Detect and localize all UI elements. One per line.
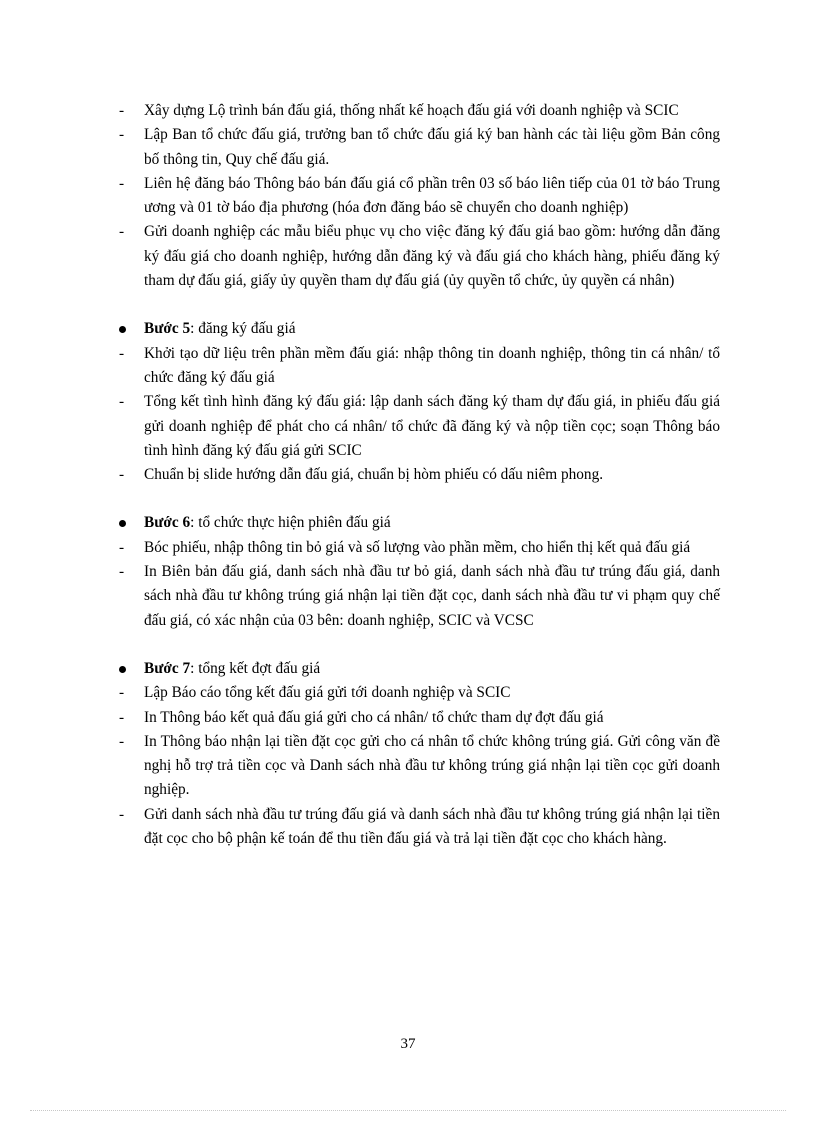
step7-heading [117, 657, 720, 681]
bullet-icon [119, 666, 126, 673]
dash-marker: - [119, 805, 125, 823]
dash-marker: - [119, 223, 125, 241]
dash-marker: - [119, 466, 125, 484]
list-item [117, 172, 720, 221]
list-item-text: Gửi danh sách nhà đầu tư trúng đấu giá và danh sách nhà đầu tư không trúng giá nhận lại tiền đặt cọc cho bộ phận kế toán để thu tiền đấu giá và trả lại tiền đặt cọc cho khách hàng. [144, 805, 720, 848]
bullet-icon [119, 326, 126, 333]
intro-list [117, 99, 720, 293]
list-item-text: Lập Ban tổ chức đấu giá, trưởng ban tổ chức đấu giá ký ban hành các tài liệu gồm Bản công bố thông tin, Quy chế đấu giá. [144, 126, 720, 168]
step7-title: : tổng kết đợt đấu giá [190, 659, 321, 677]
list-item-text: In Biên bản đấu giá, danh sách nhà đầu tư bỏ giá, danh sách nhà đầu tư trúng đấu giá, danh sách nhà đầu tư không trúng giá nhận lại tiền đặt cọc, danh sách nhà đầu tư vi phạm quy chế đấu giá, có xác nhận của 03 bên: doanh nghiệp, SCIC và VCSC [144, 563, 720, 629]
step6-label: Bước 6 [144, 514, 191, 532]
step7-label: Bước 7 [144, 659, 191, 677]
dash-marker: - [119, 393, 125, 411]
dash-marker: - [119, 684, 125, 702]
list-item [117, 123, 720, 172]
list-item-text: Gửi doanh nghiệp các mẫu biểu phục vụ cho việc đăng ký đấu giá bao gồm: hướng dẫn đăng ký đấu giá cho doanh nghiệp, hướng dẫn đăng ký và đấu giá cho khách hàng, phiếu đăng ký tham dự đấu giá, giấy ủy quyền tham dự đấu giá (ủy quyền tổ chức, ủy quyền cá nhân) [144, 223, 720, 290]
dash-marker: - [119, 174, 125, 192]
page-number: 37 [400, 1036, 416, 1052]
dash-marker: - [119, 344, 125, 362]
list-item [117, 730, 720, 803]
list-item-text: Tổng kết tình hình đăng ký đấu giá: lập danh sách đăng ký tham dự đấu giá, in phiếu đấu giá gửi doanh nghiệp để phát cho cá nhân/ tổ chức đã đăng ký và nộp tiền cọc; soạn Thông báo tình hình đăng ký đấu giá gửi SCIC [144, 393, 720, 459]
step5-heading [117, 317, 720, 341]
list-item [117, 342, 720, 391]
dash-marker: - [119, 732, 125, 750]
dash-marker: - [119, 102, 125, 119]
list-item-text: Liên hệ đăng báo Thông báo bán đấu giá cổ phần trên 03 số báo liên tiếp của 01 tờ báo Trung ương và 01 tờ báo địa phương (hóa đơn đăng báo sẽ chuyển cho doanh nghiệp) [144, 174, 720, 217]
list-item [117, 463, 720, 487]
list-item-text: Chuẩn bị slide hướng dẫn đấu giá, chuẩn bị hòm phiếu có dấu niêm phong. [144, 466, 604, 484]
step6-list [117, 536, 720, 633]
list-item-text: Khởi tạo dữ liệu trên phần mềm đấu giá: nhập thông tin doanh nghiệp, thông tin cá nhân/ tổ chức đăng ký đấu giá [144, 344, 720, 386]
list-item-text: In Thông báo nhận lại tiền đặt cọc gửi cho cá nhân tổ chức không trúng giá. Gửi công văn đề nghị hỗ trợ trả tiền cọc và Danh sách nhà đầu tư không trúng giá nhận lại tiền cọc gửi doanh nghiệp. [144, 732, 720, 799]
step7-list [117, 681, 720, 851]
step5-title: : đăng ký đấu giá [190, 320, 296, 338]
step6-heading [117, 511, 720, 535]
list-item [117, 803, 720, 852]
list-item-text: Lập Báo cáo tổng kết đấu giá gửi tới doanh nghiệp và SCIC [144, 684, 511, 702]
step6-title: : tổ chức thực hiện phiên đấu giá [190, 514, 391, 532]
list-item [117, 390, 720, 463]
list-item [117, 681, 720, 705]
dash-marker: - [119, 563, 125, 581]
list-item-text: Xây dựng Lộ trình bán đấu giá, thống nhất kế hoạch đấu giá với doanh nghiệp và SCIC [144, 102, 679, 119]
list-item-text: Bóc phiếu, nhập thông tin bỏ giá và số lượng vào phần mềm, cho hiển thị kết quả đấu giá [144, 538, 691, 556]
dash-marker: - [119, 126, 125, 144]
list-item [117, 706, 720, 730]
step5-list [117, 342, 720, 488]
list-item [117, 220, 720, 293]
list-item [117, 560, 720, 633]
list-item [117, 536, 720, 560]
list-item-text: In Thông báo kết quả đấu giá gửi cho cá nhân/ tổ chức tham dự đợt đấu giá [144, 708, 604, 726]
page-content [117, 99, 720, 851]
list-item [117, 99, 720, 123]
dash-marker: - [119, 538, 125, 556]
dash-marker: - [119, 708, 125, 726]
page-bottom-divider [30, 1110, 786, 1111]
bullet-icon [119, 520, 126, 527]
step5-label: Bước 5 [144, 320, 191, 338]
